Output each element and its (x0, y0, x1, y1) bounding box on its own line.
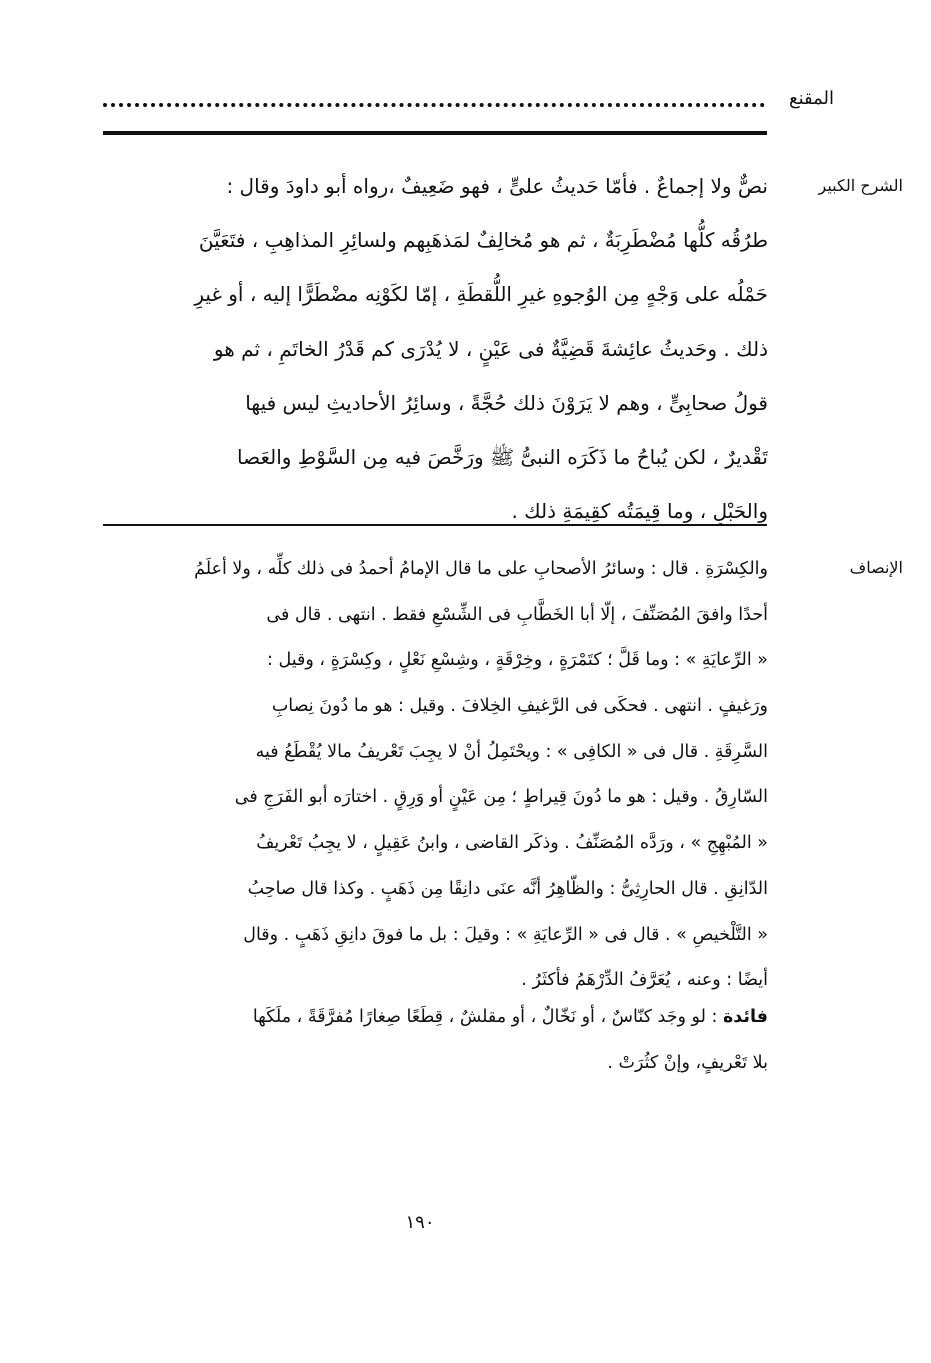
page-number: ١٩٠ (405, 1212, 435, 1233)
sharh-line: قولُ صحابِىٍّ ، وهم لا يَرَوْنَ ذلك حُجَّةً ، وسائِرُ الأحاديثِ ليس فيها (245, 390, 768, 415)
insaf-line: ورَغيفٍ . انتهى . فحكَى فى الرَّغيفِ الخِلافَ . وقيل : هو ما دُونَ نِصابِ (271, 696, 768, 717)
section-label-sharh: الشرح الكبير (818, 176, 903, 195)
top-divider (103, 131, 767, 135)
insaf-line: أيضًا : وعنه ، يُعَرَّفُ الدِّرْهَمُ فأكثَرُ . (521, 970, 768, 991)
sharh-line: نصٌّ ولا إجماعٌ . فأمّا حَديثُ علىٍّ ، فهو ضَعِيفٌ ،رواه أبو داودَ وقال : (226, 174, 768, 198)
faida-label: فائدة (722, 1007, 768, 1027)
faida-line (100, 994, 768, 1040)
section-label-insaf: الإنصاف (849, 558, 903, 577)
insaf-line: الدّانِقِ . قال الحارِثِىُّ : والظّاهِرُ أنَّه عنَى دانِقًا مِن ذَهَبٍ . وكذا قال صاحِبُ (247, 878, 768, 899)
sharh-line: طرُقُه كلُّها مُضْطَرِبَةٌ ، ثم هو مُخالِفٌ لمَذهَبِهم ولسائِرِ المذاهِبِ ، فتَعَيَّنَ (198, 228, 768, 253)
faida-line: بلا تَعْريفٍ، وإنْ كثُرَتْ . (607, 1053, 768, 1073)
insaf-line: أحدًا وافقَ المُصَنِّفَ ، إلّا أبا الخَطَّابِ فى الشِّسْعِ فقط . انتهى . قال فى (266, 604, 768, 625)
header-dotted-rule (103, 103, 765, 107)
sharh-line: تَقْديرٌ ، لكن يُباحُ ما ذَكَرَه النبىُّ ﷺ ورَخَّصَ فيه مِن السَّوْطِ والعَصا (237, 444, 768, 469)
insaf-line: والكِسْرَةِ . قال : وسائرُ الأصحابِ على ما قال الإمامُ أحمدُ فى ذلك كلِّه ، ولا أعلَمُ (194, 559, 768, 579)
book-title: المقنع (788, 88, 834, 109)
insaf-line: « المُبْهِجِ » ، ورَدَّه المُصَنِّفُ . وذكَر القاضى ، وابنُ عَقِيلٍ ، لا يجِبُ تَعْريفُ (256, 833, 768, 854)
insaf-line: « التَّلْخيصِ » . قال فى « الرِّعايَةِ » : وقيلَ : بل ما فوقَ دانِقِ ذَهَبٍ . وقال (243, 924, 768, 945)
insaf-line: « الرِّعايَةِ » : وما قَلَّ ؛ كتَمْرَةٍ ، وخِرْقَةٍ ، وشِسْعِ نَعْلٍ ، وكِسْرَةٍ ، وقيل : (267, 650, 768, 671)
faida-text: : لو وجَد كنّاسٌ ، أو نَخّالٌ ، أو مقلشٌ ، قِطَعًا صِغارًا مُفرَّقَةً ، ملَكَها (252, 1007, 723, 1027)
sharh-line: حَمْلُه على وَجْهٍ مِن الوُجوهِ غيرِ اللُّقطَةِ ، إمّا لكَوْنِه مضْطَرًّا إليه ، أو غيرِ (194, 282, 768, 307)
sharh-text (100, 159, 768, 538)
faida-note (100, 994, 768, 1086)
section-divider (103, 524, 767, 526)
sharh-line: والحَبْلِ ، وما قِيمَتُه كقِيمَةِ ذلك . (511, 499, 768, 524)
insaf-text (100, 547, 768, 1004)
insaf-line: السَّرِقَةِ . قال فى « الكافِى » : ويحْتَمِلُ أنْ لا يجِبَ تَعْريفُ مالا يُقْطَعُ فيه (255, 741, 768, 762)
insaf-line: السّارِقُ . وقيل : هو ما دُونَ قِيراطٍ ؛ مِن عَيْنٍ أو وَرِقٍ . اختارَه أبو الفَرَجِ فى (234, 787, 768, 808)
sharh-line: ذلك . وحَديثُ عائِشةَ قَضِيَّةٌ فى عَيْنٍ ، لا يُدْرَى كم قَدْرُ الخاتَمِ ، ثم هو (213, 336, 768, 361)
